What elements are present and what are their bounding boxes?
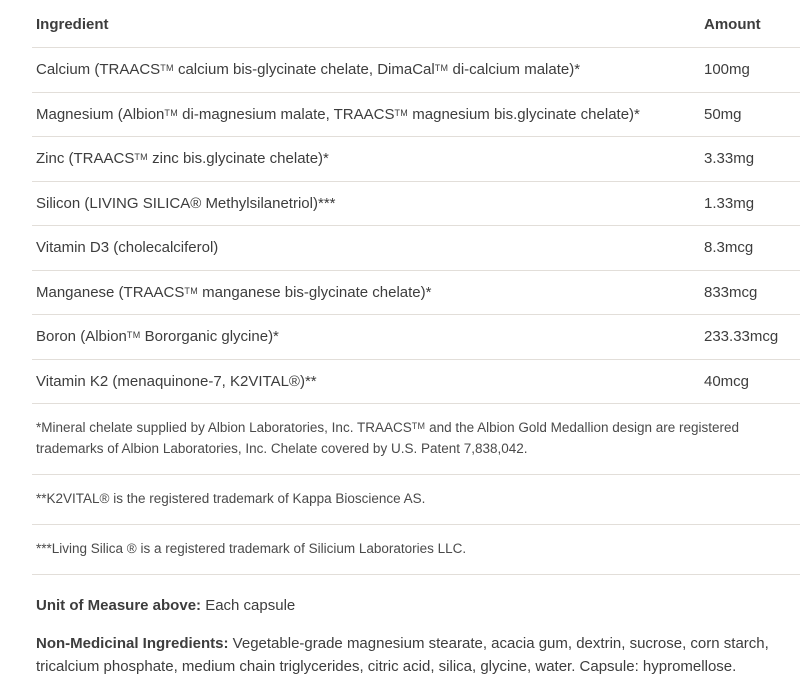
ingredient-text-part2: manganese bis-glycinate chelate)* [198, 283, 432, 301]
ingredient-text-part1: Manganese (TRAACS [36, 283, 185, 301]
cell-ingredient [32, 137, 700, 182]
trademark-symbol: TM [394, 107, 409, 118]
ingredient-text-part2: zinc bis.glycinate chelate)* [147, 150, 329, 167]
ingredient-text-part2: Bororganic glycine)* [140, 328, 279, 345]
table-row [32, 92, 800, 137]
trademark-symbol: TM [184, 285, 199, 296]
footnote-text-part1: *Mineral chelate supplied by Albion Laboratories, Inc. TRAACS [36, 420, 412, 435]
ingredient-text-part1: Calcium (TRAACS [36, 61, 161, 78]
cell-amount: 1.33mg [700, 181, 800, 226]
ingredient-text-part1: Zinc (TRAACS [36, 150, 135, 167]
cell-amount: 8.3mcg [700, 226, 800, 271]
trademark-symbol: TM [126, 330, 141, 340]
ingredient-text-part1: Magnesium (Albion [36, 105, 165, 123]
table-header [32, 10, 800, 48]
column-header-ingredient: Ingredient [32, 10, 700, 48]
unit-of-measure-label: Unit of Measure above: [36, 596, 202, 614]
column-header-amount: Amount [700, 10, 800, 48]
cell-amount: 50mg [700, 92, 800, 137]
cell-amount: 40mcg [700, 359, 800, 404]
unit-of-measure-line [36, 595, 780, 618]
cell-ingredient: Vitamin D3 (cholecalciferol) [32, 226, 700, 271]
table-row [32, 48, 800, 93]
trademark-symbol: TM [164, 107, 179, 118]
table-row [32, 226, 800, 271]
footnote-mineral-chelate [32, 404, 800, 475]
trademark-symbol: TM [134, 152, 148, 162]
table-row [32, 181, 800, 226]
table-row [32, 315, 800, 360]
footnote-k2vital: **K2VITAL® is the registered trademark of Kappa Bioscience AS. [32, 474, 800, 524]
ingredient-text-part3: magnesium bis.glycinate chelate)* [408, 105, 640, 123]
non-medicinal-value: Vegetable-grade magnesium stearate, acacia gum, dextrin, sucrose, corn starch, tricalcium phosphate, medium chain triglycerides, citric acid, silica, glycine, water. Capsule: hypromellose. [36, 635, 769, 675]
ingredients-table [32, 10, 800, 575]
cell-ingredient [32, 315, 700, 360]
table-row [32, 270, 800, 315]
cell-ingredient [32, 92, 700, 137]
additional-info [32, 575, 784, 678]
table-row [32, 137, 800, 182]
trademark-symbol: TM [160, 63, 174, 73]
table-header-row [32, 10, 800, 48]
unit-of-measure-value: Each capsule [201, 596, 296, 614]
footnote-row [32, 524, 800, 574]
footnote-row [32, 474, 800, 524]
non-medicinal-label: Non-Medicinal Ingredients: [36, 635, 229, 653]
non-medicinal-ingredients-line [36, 633, 780, 678]
ingredient-text-part2: di-magnesium malate, TRAACS [178, 105, 395, 123]
ingredient-text-part1: Boron (Albion [36, 328, 127, 345]
cell-amount: 3.33mg [700, 137, 800, 182]
ingredient-text-part2: calcium bis-glycinate chelate, DimaCal [173, 61, 435, 78]
footnote-living-silica: ***Living Silica ® is a registered trademark of Silicium Laboratories LLC. [32, 524, 800, 574]
ingredient-text-part3: di-calcium malate)* [448, 61, 581, 78]
cell-ingredient [32, 270, 700, 315]
cell-ingredient: Silicon (LIVING SILICA® Methylsilanetriol)*** [32, 181, 700, 226]
cell-ingredient [32, 48, 700, 93]
footnote-text-part2: and the Albion Gold Medallion design are registered trademarks of Albion Laboratories, Inc. Chelate covered by U.S. Patent 7,838,042. [36, 420, 740, 456]
footnote-row [32, 404, 800, 475]
cell-amount: 833mcg [700, 270, 800, 315]
table-body [32, 48, 800, 575]
table-row [32, 359, 800, 404]
cell-amount: 100mg [700, 48, 800, 93]
trademark-symbol: TM [411, 421, 426, 431]
cell-amount: 233.33mcg [700, 315, 800, 360]
trademark-symbol: TM [434, 63, 449, 73]
cell-ingredient: Vitamin K2 (menaquinone-7, K2VITAL®)** [32, 359, 700, 404]
